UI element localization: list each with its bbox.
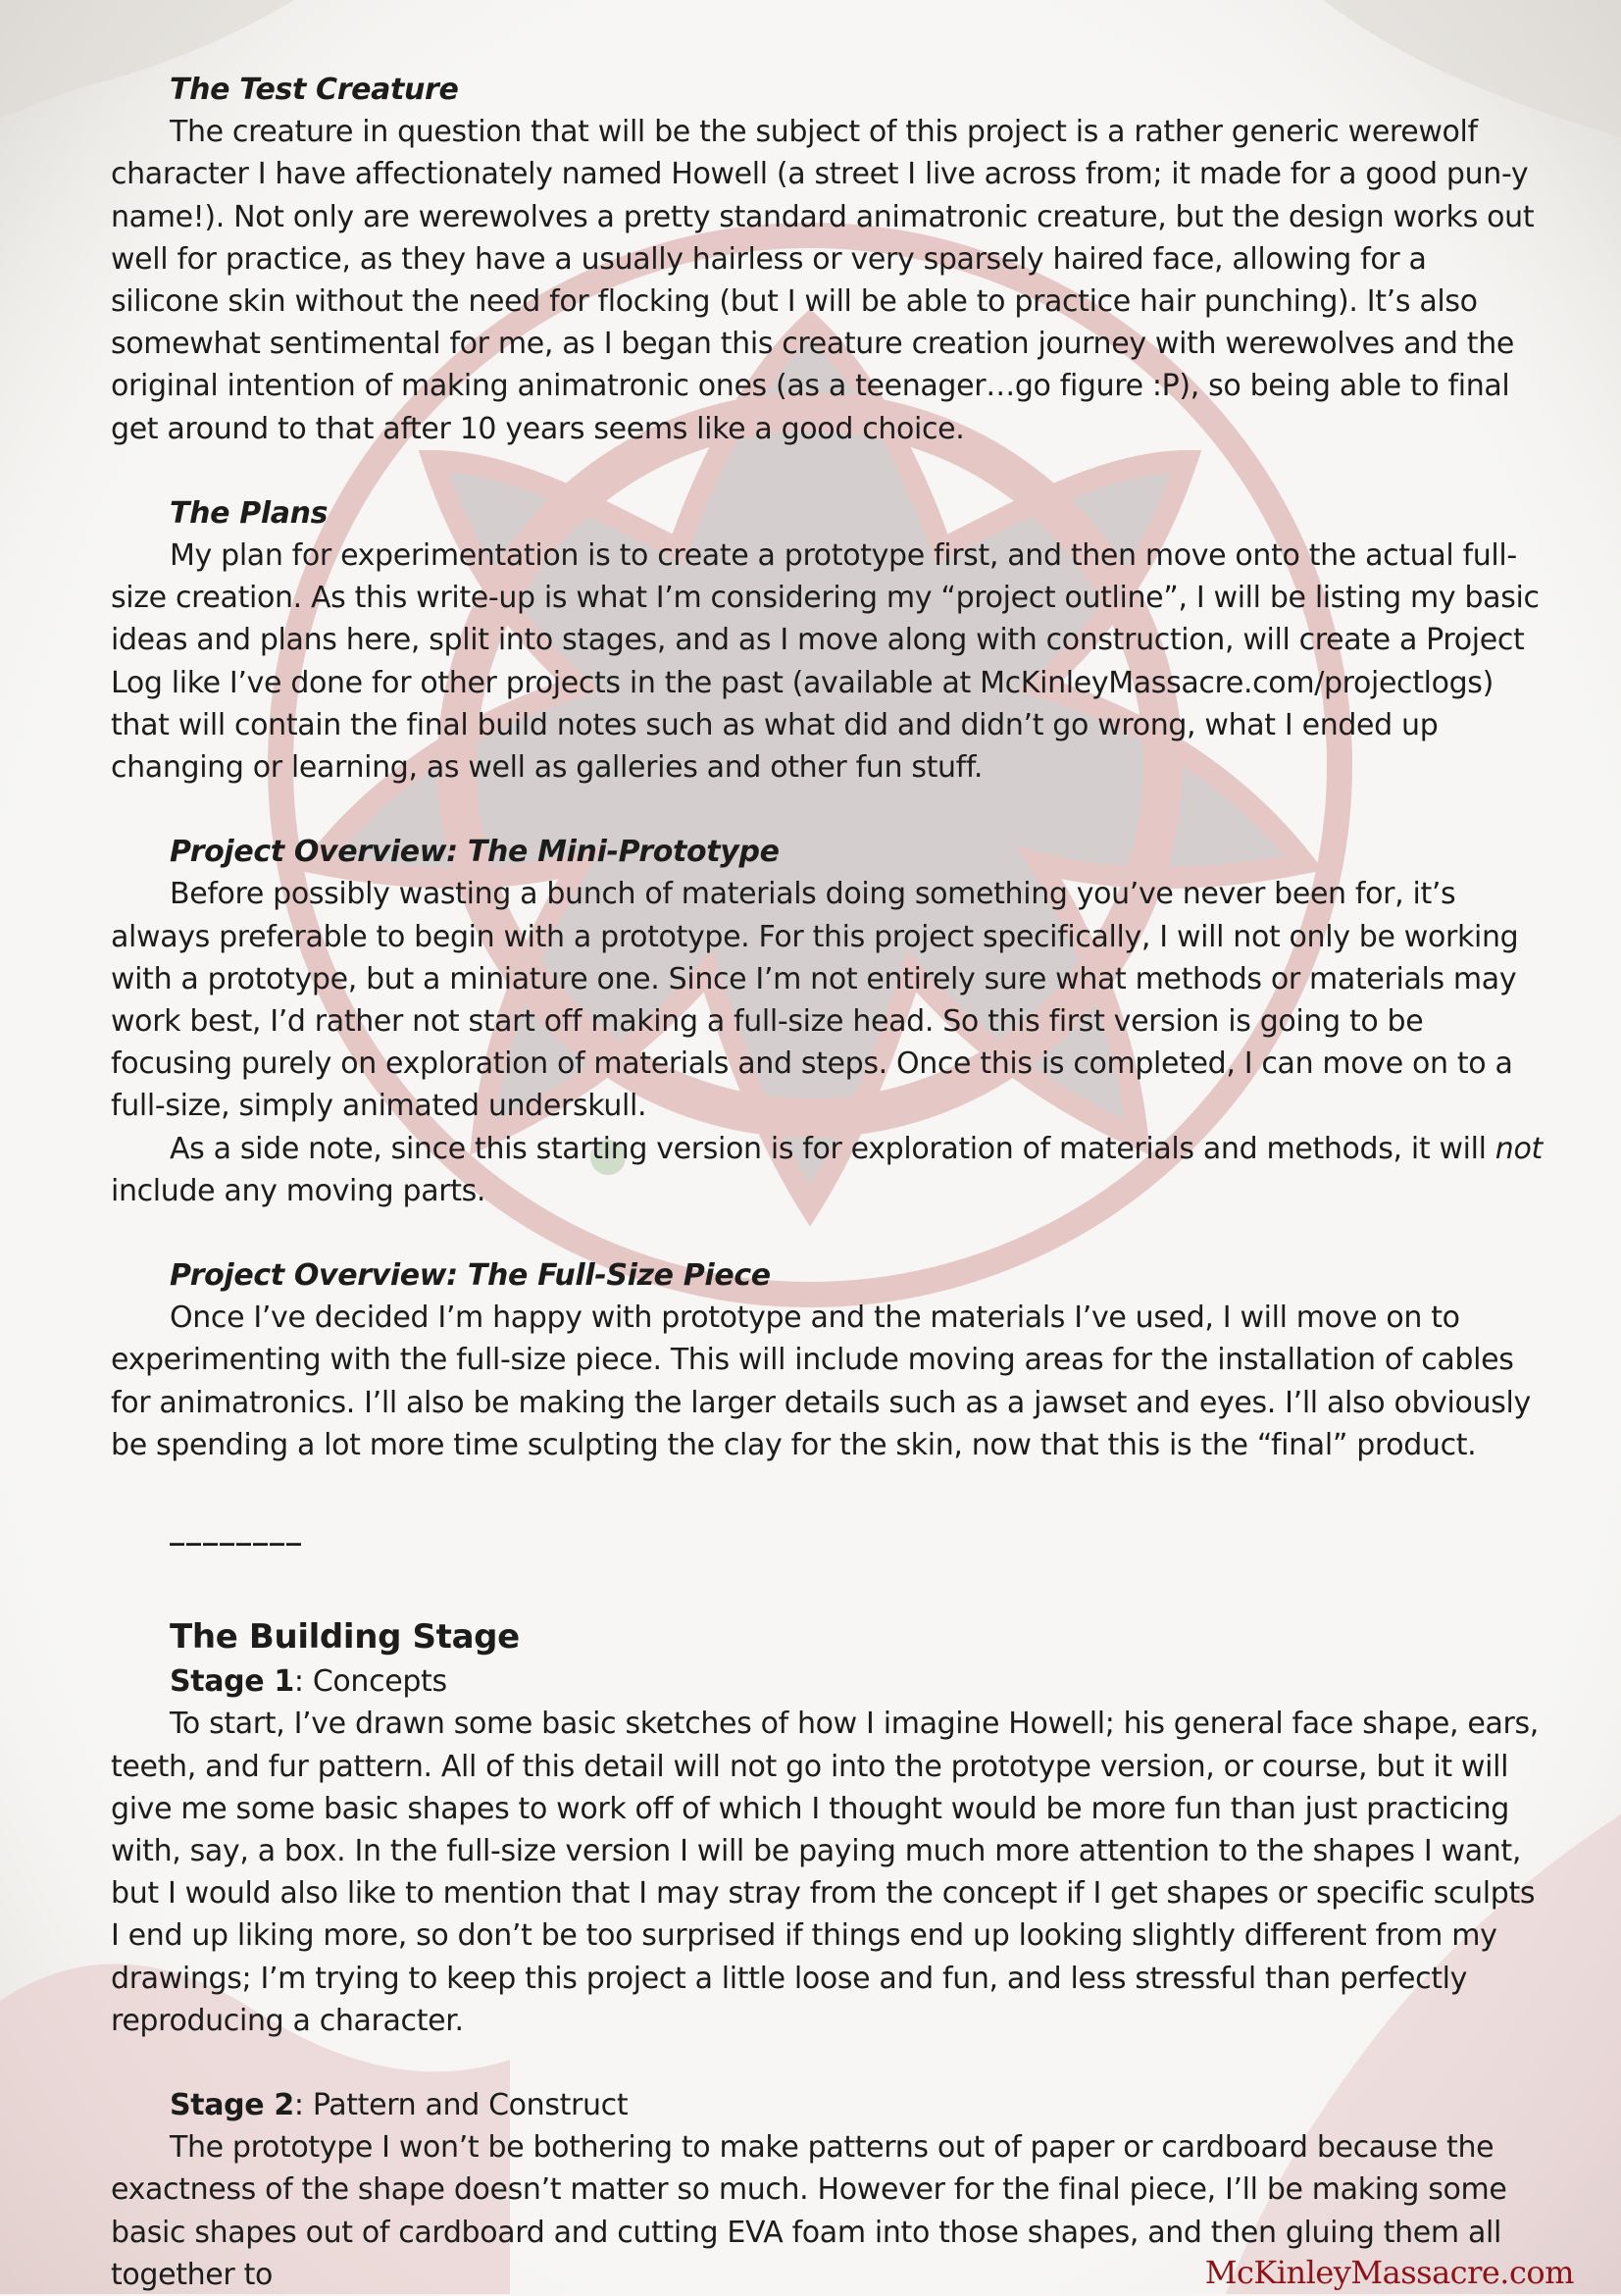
stage-label: Stage 1 — [170, 1664, 294, 1700]
stage-name: : Pattern and Construct — [293, 2087, 629, 2122]
paragraph: My plan for experimentation is to create a prototype first, and then move onto the actual full-size creation. As this write-up is what I’m considering my “project outline”, I will be listing my basic ideas and plans here, split into stages, and as I move along with construction, will create a Project Log like I’ve done for other projects in the past (available at McKinleyMassacre.com/projectlogs) that will contain the final build notes such as what did and didn’t go wrong, what I ended up changing or learning, as well as galleries and other fun stuff. — [111, 538, 1540, 786]
section-heading: Project Overview: The Full-Size Piece — [170, 1258, 771, 1294]
side-note-text-start: As a side note, since this starting version is for exploration of materials and methods, it will — [170, 1131, 1495, 1166]
section-heading: The Plans — [170, 495, 329, 531]
side-note-text-end: include any moving parts. — [111, 1173, 486, 1208]
section-plans — [111, 492, 1543, 789]
stage-1-heading — [111, 1660, 1543, 1703]
stage-label: Stage 2 — [170, 2087, 294, 2122]
building-stage-title: The Building Stage — [170, 1617, 520, 1658]
divider: ________ — [170, 1512, 303, 1548]
paragraph: Once I’ve decided I’m happy with prototype and the materials I’ve used, I will move on to experimenting with the full-size piece. This will include moving areas for the installation of cables for animatronics. I’ll also be making the larger details such as a jawset and eyes. I’ll also obviously be spending a lot more time sculpting the clay for the skin, now that this is the “final” product. — [111, 1301, 1531, 1462]
document-body — [111, 69, 1543, 2296]
section-mini-prototype — [111, 831, 1543, 1212]
section-heading: Project Overview: The Mini-Prototype — [170, 835, 780, 870]
section-heading: The Test Creature — [170, 73, 459, 107]
stage-2-heading — [111, 2084, 1543, 2126]
paragraph: The creature in question that will be the subject of this project is a rather generic werewolf character I have affectionately named Howell (a street I live across from; it made for a good pun-y name!). Not only are werewolves a pretty standard animatronic creature, but the design works out well for practice, as they have a usually hairless or very sparsely haired face, allowing for a silicone skin without the need for flocking (but I will be able to practice hair punching). It’s also somewhat sentimental for me, as I began this creature creation journey with werewolves and the original intention of making animatronic ones (as a teenager…go figure :P), so being able to final get around to that after 10 years seems like a good choice. — [111, 115, 1535, 446]
footer-website-link[interactable]: McKinleyMassacre.com — [1204, 2254, 1574, 2291]
stage-name: : Concepts — [293, 1664, 447, 1700]
side-note-paragraph — [111, 1128, 1543, 1212]
emphasis-not: not — [1494, 1131, 1543, 1166]
section-full-size-piece — [111, 1254, 1543, 1466]
paragraph: To start, I’ve drawn some basic sketches of how I imagine Howell; his general face shape, ears, teeth, and fur pattern. All of this detail will not go into the prototype version, or course, but it will give me some basic shapes to work off of which I thought would be more fun than just practicing with, say, a box. In the full-size version I will be paying much more attention to the shapes I want, but I would also like to mention that I may stray from the concept if I get shapes or specific sculpts I end up liking more, so don’t be too surprised if things end up looking slightly different from my drawings; I’m trying to keep this project a little loose and fun, and less stressful than perfectly reproducing a character. — [111, 1707, 1539, 2038]
paragraph: Before possibly wasting a bunch of materials doing something you’ve never been for, it’s always preferable to begin with a prototype. For this project specifically, I will not only be working with a prototype, but a miniature one. Since I’m not entirely sure what methods or materials may work best, I’d rather not start off making a full-size head. So this first version is going to be focusing purely on exploration of materials and steps. Once this is completed, I can move on to a full-size, simply animated underskull. — [111, 877, 1519, 1124]
section-test-creature — [111, 69, 1543, 450]
paragraph: The prototype I won’t be bothering to make patterns out of paper or cardboard because the exactness of the shape doesn’t matter so much. However for the final piece, I’ll be making some basic shapes out of cardboard and cutting EVA foam into those shapes, and then gluing them all together to — [111, 2130, 1507, 2292]
